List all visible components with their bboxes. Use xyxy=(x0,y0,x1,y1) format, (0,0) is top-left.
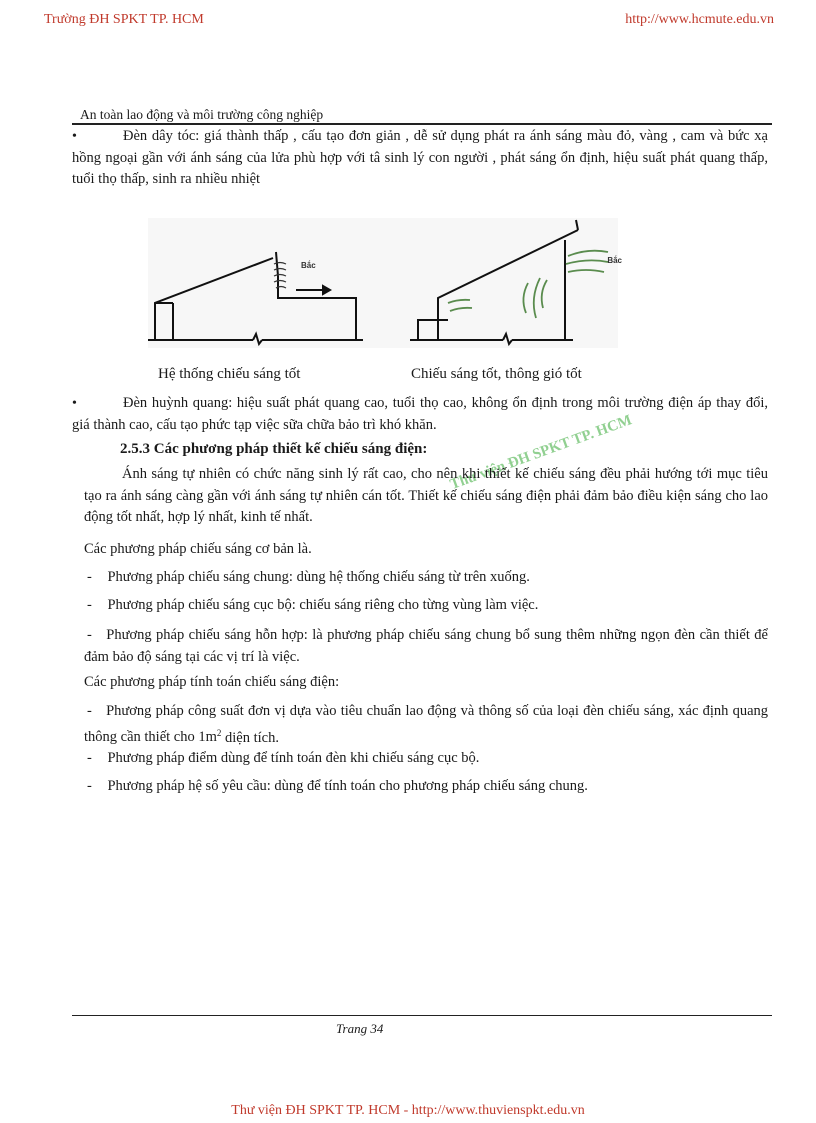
calc-title: Các phương pháp tính toán chiếu sáng điện: xyxy=(84,674,340,690)
dash-marker: - xyxy=(87,703,92,719)
caption-right: Chiếu sáng tốt, thông gió tốt xyxy=(411,366,582,382)
method-general: Phương pháp chiếu sáng chung: dùng hệ thống chiếu sáng từ trên xuống. xyxy=(107,569,530,585)
caption-left: Hệ thống chiếu sáng tốt xyxy=(158,366,301,382)
list-item xyxy=(84,701,768,749)
bullet-icon: • xyxy=(72,396,77,411)
document-title: An toàn lao động và môi trường công nghiệp xyxy=(80,107,324,122)
header-school-name: Trường ĐH SPKT TP. HCM xyxy=(44,12,204,27)
method-unit-power-end: diện tích. xyxy=(221,729,279,746)
north-label-left: Bắc xyxy=(301,261,316,270)
list-item xyxy=(87,750,768,767)
methods-title: Các phương pháp chiếu sáng cơ bản là. xyxy=(84,541,312,557)
header-rule xyxy=(72,123,772,125)
footer-rule xyxy=(72,1015,772,1016)
bullet-paragraph-incandescent xyxy=(72,126,768,191)
intro-paragraph: Ánh sáng tự nhiên có chức năng sinh lý rất cao, cho nên khi thiết kế chiếu sáng đều phải hướng tới mục tiêu tạo ra ánh sáng càng gần với ánh sáng tự nhiên cán tốt. Thiết kế chiếu sáng điện phải đảm bảo điều kiện sáng cho lao động tốt nhất, hợp lý nhất, kinh tế nhất. xyxy=(84,466,768,525)
dash-marker: - xyxy=(87,569,92,585)
bullet-text: Đèn dây tóc: giá thành thấp , cấu tạo đơn giản , dễ sử dụng phát ra ánh sáng màu đỏ, vàng , cam và bức xạ hồng ngoại gần với ánh sáng của lửa phù hợp với tâ sinh lý con người , phát sáng ổn định, hiệu suất phát quang thấp, tuổi thọ thấp, sinh ra nhiều nhiệt xyxy=(72,128,768,187)
bullet-icon: • xyxy=(72,129,77,144)
superscript-two: 2 xyxy=(216,727,222,738)
dash-marker: - xyxy=(87,778,92,794)
method-local: Phương pháp chiếu sáng cục bộ: chiếu sáng riêng cho từng vùng làm việc. xyxy=(107,597,539,613)
bullet-text: Đèn huỳnh quang: hiệu suất phát quang cao, tuổi thọ cao, không ổn định trong môi trường điện áp thay đổi, giá thành cao, cấu tạo phức tạp việc sữa chữa bảo trì khó khăn. xyxy=(72,395,768,433)
method-point: Phương pháp điểm dùng để tính toán đèn khi chiếu sáng cục bộ. xyxy=(107,750,480,766)
method-hybrid: Phương pháp chiếu sáng hỗn hợp: là phương pháp chiếu sáng chung bổ sung thêm những ngọn đèn cần thiết để đảm bảo độ sáng tại các vị trí là việc. xyxy=(84,627,768,665)
method-unit-power: Phương pháp công suất đơn vị dựa vào tiêu chuẩn lao động và thông số của loại đèn chiếu sáng, xác định quang thông cần thiết cho 1m xyxy=(84,703,768,746)
footer-library-link[interactable]: Thư viện ĐH SPKT TP. HCM - http://www.thuvienspkt.edu.vn xyxy=(231,1103,585,1118)
list-item xyxy=(87,778,768,795)
bullet-paragraph-fluorescent xyxy=(72,393,768,436)
north-label-right: Bắc xyxy=(607,256,622,265)
dash-marker: - xyxy=(87,750,92,766)
dash-marker: - xyxy=(87,597,92,613)
section-heading: 2.5.3 Các phương pháp thiết kế chiếu sáng điện: xyxy=(120,441,428,457)
list-item xyxy=(84,625,768,668)
list-item xyxy=(87,569,768,586)
page-number: Trang 34 xyxy=(336,1021,384,1036)
header-url-link[interactable]: http://www.hcmute.edu.vn xyxy=(625,12,774,27)
lighting-diagram xyxy=(148,218,622,348)
method-coefficient: Phương pháp hệ số yêu cầu: dùng để tính toán cho phương pháp chiếu sáng chung. xyxy=(107,778,588,794)
dash-marker: - xyxy=(87,627,92,643)
list-item xyxy=(87,597,768,614)
watermark-text: Thư viện ĐH SPKT TP. HCM xyxy=(448,412,634,494)
